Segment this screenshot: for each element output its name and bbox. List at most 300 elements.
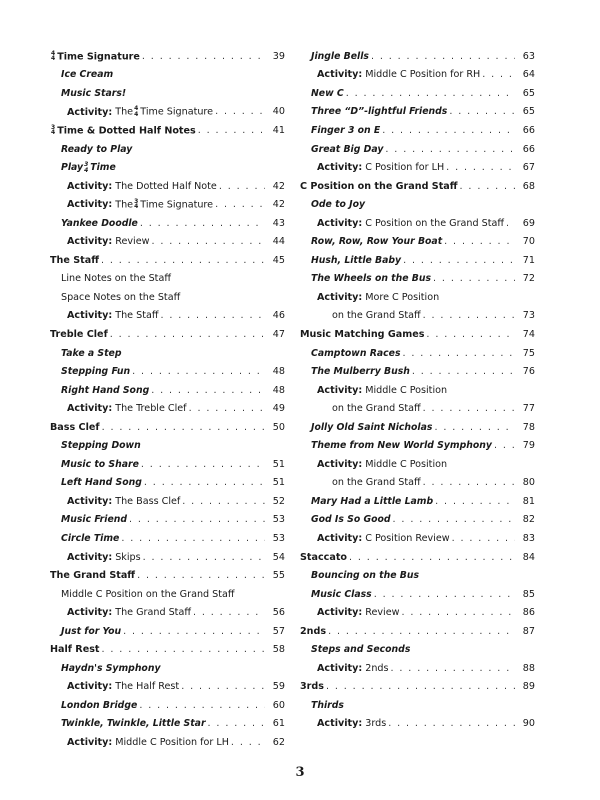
toc-entry[interactable] xyxy=(50,84,285,103)
entry-title xyxy=(67,737,229,748)
entry-title xyxy=(311,700,344,711)
toc-entry[interactable] xyxy=(300,455,535,474)
toc-entry[interactable] xyxy=(50,492,285,511)
activity-label: Activity: xyxy=(67,236,113,248)
dot-leader xyxy=(434,422,515,433)
title-text: The Grand Staff xyxy=(115,607,191,619)
entry-title xyxy=(332,310,421,321)
title-text: The Wheels on the Bus xyxy=(311,273,432,285)
toc-entry[interactable] xyxy=(50,733,285,752)
toc-entry[interactable] xyxy=(50,344,285,363)
entry-title xyxy=(67,181,217,192)
time-signature-icon xyxy=(84,162,88,173)
title-suffix: Time xyxy=(90,162,116,174)
entry-title xyxy=(317,533,450,544)
activity-label: Activity: xyxy=(317,662,363,674)
activity-label: Activity: xyxy=(67,607,113,619)
dot-leader xyxy=(326,681,515,692)
dot-leader xyxy=(482,69,515,80)
title-text: Ode to Joy xyxy=(311,199,366,211)
entry-title xyxy=(311,125,380,136)
toc-entry[interactable] xyxy=(300,418,535,437)
title-text: The Bass Clef xyxy=(115,495,181,507)
toc-entry[interactable] xyxy=(50,715,285,734)
title-text: Time & Dotted Half Notes xyxy=(57,125,196,137)
title-text: Music to Share xyxy=(61,458,139,470)
entry-title xyxy=(61,459,139,470)
entry-title xyxy=(311,273,431,284)
toc-entry[interactable] xyxy=(300,566,535,585)
toc-entry[interactable] xyxy=(50,121,285,140)
page-ref: 40 xyxy=(272,106,285,118)
toc-entry[interactable] xyxy=(300,603,535,622)
title-text: C Position for LH xyxy=(365,162,445,174)
toc-entry[interactable] xyxy=(300,251,535,270)
toc-entry[interactable] xyxy=(50,603,285,622)
toc-entry[interactable] xyxy=(50,214,285,233)
dot-leader xyxy=(388,718,515,729)
entry-title xyxy=(61,348,122,359)
page-ref: 43 xyxy=(272,217,285,229)
page-ref: 73 xyxy=(522,310,535,322)
title-text: C Position on the Grand Staff xyxy=(365,217,504,229)
ts-top: 4 xyxy=(134,105,139,113)
title-text: Thirds xyxy=(311,699,344,711)
title-text: The Mulberry Bush xyxy=(311,366,410,378)
title-text: The Dotted Half Note xyxy=(115,180,217,192)
title-text: Play xyxy=(61,162,84,174)
title-text: Staccato xyxy=(300,551,347,563)
toc-entry[interactable] xyxy=(300,288,535,307)
dot-leader xyxy=(182,496,265,507)
entry-title xyxy=(67,106,213,118)
entry-title xyxy=(61,589,235,600)
title-text: The Staff xyxy=(115,310,159,322)
toc-entry[interactable] xyxy=(300,678,535,697)
toc-right-column xyxy=(300,47,535,733)
toc-entry[interactable] xyxy=(300,47,535,66)
page-ref: 68 xyxy=(522,180,535,192)
title-text: Steps and Seconds xyxy=(311,644,411,656)
dot-leader xyxy=(433,273,515,284)
title-text: 3rds xyxy=(300,681,324,693)
title-text: on the Grand Staff xyxy=(332,477,421,489)
entry-title xyxy=(61,700,137,711)
title-prefix: The xyxy=(115,106,134,118)
page-ref: 57 xyxy=(272,625,285,637)
title-text: Stepping Fun xyxy=(61,366,131,378)
entry-title xyxy=(317,218,504,229)
page-ref: 85 xyxy=(522,588,535,600)
toc-entry[interactable] xyxy=(50,678,285,697)
toc-entry[interactable] xyxy=(50,418,285,437)
page-ref: 50 xyxy=(272,421,285,433)
activity-label: Activity: xyxy=(317,69,363,81)
page-ref: 65 xyxy=(522,87,535,99)
dot-leader xyxy=(449,106,515,117)
toc-entry[interactable] xyxy=(50,177,285,196)
entry-title xyxy=(61,292,180,303)
toc-entry[interactable] xyxy=(50,622,285,641)
title-text: Hush, Little Baby xyxy=(311,254,402,266)
entry-title xyxy=(311,440,492,451)
time-signature-icon xyxy=(134,199,138,210)
entry-title xyxy=(61,218,138,229)
entry-title xyxy=(61,440,141,451)
page-ref: 75 xyxy=(522,347,535,359)
dot-leader xyxy=(208,718,265,729)
toc-entry[interactable] xyxy=(50,103,285,122)
page-ref: 81 xyxy=(522,495,535,507)
activity-label: Activity: xyxy=(317,291,363,303)
title-text: Circle Time xyxy=(61,532,120,544)
toc-entry[interactable] xyxy=(300,103,535,122)
page-ref: 89 xyxy=(522,681,535,693)
title-text: Space Notes on the Staff xyxy=(61,291,181,303)
title-text: Middle C Position for LH xyxy=(115,737,229,748)
dot-leader xyxy=(401,607,515,618)
title-text: Right Hand Song xyxy=(61,384,150,396)
dot-leader xyxy=(101,255,265,266)
activity-label: Activity: xyxy=(67,310,113,322)
toc-entry[interactable] xyxy=(300,362,535,381)
page-ref: 67 xyxy=(522,162,535,174)
dot-leader xyxy=(193,607,265,618)
toc-entry[interactable] xyxy=(50,436,285,455)
dot-leader xyxy=(412,366,515,377)
page-ref: 56 xyxy=(272,607,285,619)
title-text: Middle C Position on the Grand Staff xyxy=(61,588,235,600)
dot-leader xyxy=(198,125,265,136)
dot-leader xyxy=(393,514,515,525)
page-ref: 88 xyxy=(522,662,535,674)
entry-title xyxy=(311,589,372,600)
title-text: Skips xyxy=(115,551,141,563)
title-text: Middle C Position xyxy=(365,384,448,396)
entry-title xyxy=(311,570,419,581)
toc-entry[interactable] xyxy=(300,270,535,289)
toc-entry[interactable] xyxy=(300,585,535,604)
dot-leader xyxy=(129,514,265,525)
dot-leader xyxy=(142,51,265,62)
toc-entry[interactable] xyxy=(300,232,535,251)
toc-entry[interactable] xyxy=(300,214,535,233)
dot-leader xyxy=(444,236,515,247)
entry-title xyxy=(67,607,191,618)
dot-leader xyxy=(446,162,515,173)
page-ref: 71 xyxy=(522,254,535,266)
page-ref: 82 xyxy=(522,514,535,526)
dot-leader xyxy=(423,310,515,321)
entry-title xyxy=(61,162,116,173)
toc-entry[interactable] xyxy=(50,381,285,400)
dot-leader xyxy=(385,144,515,155)
dot-leader xyxy=(215,106,265,117)
page-ref: 66 xyxy=(522,143,535,155)
title-text: Bouncing on the Bus xyxy=(311,570,420,582)
title-text: Review xyxy=(115,236,150,248)
title-text: The Treble Clef xyxy=(115,403,187,415)
page-ref: 63 xyxy=(522,50,535,62)
dot-leader xyxy=(215,199,265,210)
toc-entry[interactable] xyxy=(50,659,285,678)
toc-entry[interactable] xyxy=(300,511,535,530)
toc-entry[interactable] xyxy=(50,455,285,474)
title-text: Camptown Races xyxy=(311,347,401,359)
title-text: Music Stars! xyxy=(61,87,127,99)
entry-title xyxy=(61,385,149,396)
toc-entry[interactable] xyxy=(50,66,285,85)
entry-title xyxy=(311,514,391,525)
ts-bottom: 4 xyxy=(84,166,89,174)
page-ref: 46 xyxy=(272,310,285,322)
page-ref: 78 xyxy=(522,421,535,433)
activity-label: Activity: xyxy=(317,532,363,544)
title-text: The Half Rest xyxy=(115,681,180,693)
page-ref: 45 xyxy=(272,254,285,266)
title-text: Jingle Bells xyxy=(311,50,369,62)
page-ref: 60 xyxy=(272,699,285,711)
toc-entry[interactable] xyxy=(50,158,285,177)
toc-entry[interactable] xyxy=(50,399,285,418)
title-text: Time Signature xyxy=(140,106,214,118)
toc-entry[interactable] xyxy=(300,121,535,140)
toc-entry[interactable] xyxy=(50,529,285,548)
entry-title xyxy=(61,663,161,674)
entry-title xyxy=(300,329,424,340)
toc-entry[interactable] xyxy=(50,362,285,381)
dot-leader xyxy=(110,329,265,340)
dot-leader xyxy=(102,422,265,433)
activity-label: Activity: xyxy=(317,384,363,396)
dot-leader xyxy=(460,181,515,192)
activity-label: Activity: xyxy=(317,718,363,730)
title-text: Great Big Day xyxy=(311,143,384,155)
activity-label: Activity: xyxy=(67,199,113,211)
toc-entry[interactable] xyxy=(300,715,535,734)
title-text: More C Position xyxy=(365,291,440,303)
entry-title xyxy=(317,162,444,173)
toc-entry[interactable] xyxy=(300,622,535,641)
dot-leader xyxy=(382,125,515,136)
activity-label: Activity: xyxy=(67,180,113,192)
toc-entry[interactable] xyxy=(50,47,285,66)
entry-title xyxy=(67,496,180,507)
ts-bottom: 4 xyxy=(51,129,56,137)
title-text: The Staff xyxy=(50,254,99,266)
page-ref: 86 xyxy=(522,607,535,619)
entry-title xyxy=(61,144,132,155)
page-ref: 55 xyxy=(272,570,285,582)
toc-entry[interactable] xyxy=(300,696,535,715)
toc-entry[interactable] xyxy=(300,84,535,103)
toc-entry[interactable] xyxy=(50,195,285,214)
entry-title xyxy=(61,477,142,488)
entry-title xyxy=(50,644,100,655)
time-signature-icon xyxy=(134,106,138,117)
activity-label: Activity: xyxy=(317,607,363,619)
activity-label: Activity: xyxy=(67,551,113,563)
toc-entry[interactable] xyxy=(300,195,535,214)
page-ref: 61 xyxy=(272,718,285,730)
page-ref: 72 xyxy=(522,273,535,285)
toc-entry[interactable] xyxy=(50,307,285,326)
page-ref: 87 xyxy=(522,625,535,637)
title-text: Time Signature xyxy=(57,51,140,63)
title-text: God Is So Good xyxy=(311,514,391,526)
page-ref: 51 xyxy=(272,477,285,489)
page-ref: 49 xyxy=(272,403,285,415)
dot-leader xyxy=(349,552,515,563)
title-text: Haydn's Symphony xyxy=(61,662,161,674)
activity-label: Activity: xyxy=(317,217,363,229)
page-ref: 83 xyxy=(522,532,535,544)
title-text: Bass Clef xyxy=(50,421,100,433)
entry-title xyxy=(50,422,100,433)
dot-leader xyxy=(328,626,515,637)
activity-label: Activity: xyxy=(67,737,113,748)
entry-title xyxy=(50,51,140,63)
title-text: Three “D”-lightful Friends xyxy=(311,106,448,118)
title-prefix: The xyxy=(115,199,134,211)
ts-bottom: 4 xyxy=(134,203,139,211)
toc-entry[interactable] xyxy=(50,474,285,493)
toc-entry[interactable] xyxy=(300,399,535,418)
activity-label: Activity: xyxy=(67,106,113,118)
toc-entry[interactable] xyxy=(50,511,285,530)
title-text: on the Grand Staff xyxy=(332,310,421,322)
toc-entry[interactable] xyxy=(50,641,285,660)
entry-title xyxy=(332,403,421,414)
toc-entry[interactable] xyxy=(300,641,535,660)
toc-entry[interactable] xyxy=(300,307,535,326)
toc-entry[interactable] xyxy=(50,696,285,715)
entry-title xyxy=(317,607,399,618)
entry-title xyxy=(311,106,447,117)
title-text: Mary Had a Little Lamb xyxy=(311,495,434,507)
title-text: Just for You xyxy=(61,625,122,637)
toc-entry[interactable] xyxy=(50,140,285,159)
dot-leader xyxy=(374,589,515,600)
title-text: 3rds xyxy=(365,718,387,730)
title-text: Theme from New World Symphony xyxy=(311,440,492,452)
toc-entry[interactable] xyxy=(300,344,535,363)
entry-title xyxy=(61,718,206,729)
page-ref: 76 xyxy=(522,366,535,378)
page-ref: 54 xyxy=(272,551,285,563)
dot-leader xyxy=(423,477,515,488)
toc-entry[interactable] xyxy=(300,529,535,548)
title-text: Music Class xyxy=(311,588,372,600)
activity-label: Activity: xyxy=(67,681,113,693)
page-ref: 48 xyxy=(272,366,285,378)
title-text: Ice Cream xyxy=(61,69,114,81)
dot-leader xyxy=(132,366,265,377)
entry-title xyxy=(61,88,126,99)
toc-entry[interactable] xyxy=(50,325,285,344)
dot-leader xyxy=(435,496,515,507)
toc-entry[interactable] xyxy=(50,566,285,585)
entry-title xyxy=(311,348,401,359)
dot-leader xyxy=(102,644,266,655)
toc-entry[interactable] xyxy=(300,492,535,511)
page-ref: 90 xyxy=(522,718,535,730)
ts-top: 4 xyxy=(51,49,56,57)
title-text: Stepping Down xyxy=(61,440,141,452)
title-text: Time Signature xyxy=(140,199,214,211)
title-text: Middle C Position xyxy=(365,458,448,470)
toc-entry[interactable] xyxy=(300,66,535,85)
title-text: 2nds xyxy=(300,625,327,637)
entry-title xyxy=(317,69,480,80)
toc-entry[interactable] xyxy=(50,270,285,289)
ts-top: 3 xyxy=(134,197,139,205)
toc-entry[interactable] xyxy=(50,251,285,270)
dot-leader xyxy=(391,663,516,674)
title-text: 2nds xyxy=(365,662,389,674)
entry-title xyxy=(311,422,432,433)
entry-title xyxy=(61,626,121,637)
activity-label: Activity: xyxy=(317,458,363,470)
entry-title xyxy=(311,88,344,99)
toc-entry[interactable] xyxy=(50,232,285,251)
dot-leader xyxy=(160,310,265,321)
dot-leader xyxy=(494,440,515,451)
dot-leader xyxy=(426,329,515,340)
entry-title xyxy=(61,514,127,525)
page-ref: 53 xyxy=(272,532,285,544)
title-text: on the Grand Staff xyxy=(332,403,421,415)
dot-leader xyxy=(371,51,515,62)
activity-label: Activity: xyxy=(67,495,113,507)
toc-entry[interactable] xyxy=(50,548,285,567)
entry-title xyxy=(50,329,108,340)
page-ref: 66 xyxy=(522,124,535,136)
title-text: Jolly Old Saint Nicholas xyxy=(311,421,433,433)
toc-entry[interactable] xyxy=(50,288,285,307)
toc-entry[interactable] xyxy=(50,585,285,604)
toc-entry[interactable] xyxy=(300,381,535,400)
entry-title xyxy=(311,644,410,655)
title-text: Treble Clef xyxy=(50,328,108,340)
toc-entry[interactable] xyxy=(300,548,535,567)
page-ref: 41 xyxy=(272,124,285,136)
entry-title xyxy=(317,292,439,303)
title-text: C Position on the Grand Staff xyxy=(300,180,458,192)
toc-entry[interactable] xyxy=(300,659,535,678)
dot-leader xyxy=(181,681,265,692)
toc-entry[interactable] xyxy=(300,325,535,344)
toc-entry[interactable] xyxy=(300,177,535,196)
entry-title xyxy=(50,125,196,137)
dot-leader xyxy=(143,552,265,563)
entry-title xyxy=(300,681,324,692)
toc-left-column xyxy=(50,47,285,752)
entry-title xyxy=(50,570,135,581)
dot-leader xyxy=(403,348,516,359)
entry-title xyxy=(50,255,99,266)
title-text: Row, Row, Row Your Boat xyxy=(311,236,443,248)
ts-bottom: 4 xyxy=(51,55,56,63)
toc-entry[interactable] xyxy=(300,436,535,455)
toc-entry[interactable] xyxy=(300,158,535,177)
entry-title xyxy=(61,533,119,544)
toc-entry[interactable] xyxy=(300,140,535,159)
entry-title xyxy=(61,366,130,377)
toc-entry[interactable] xyxy=(300,474,535,493)
title-text: Twinkle, Twinkle, Little Star xyxy=(61,718,206,730)
entry-title xyxy=(61,273,171,284)
